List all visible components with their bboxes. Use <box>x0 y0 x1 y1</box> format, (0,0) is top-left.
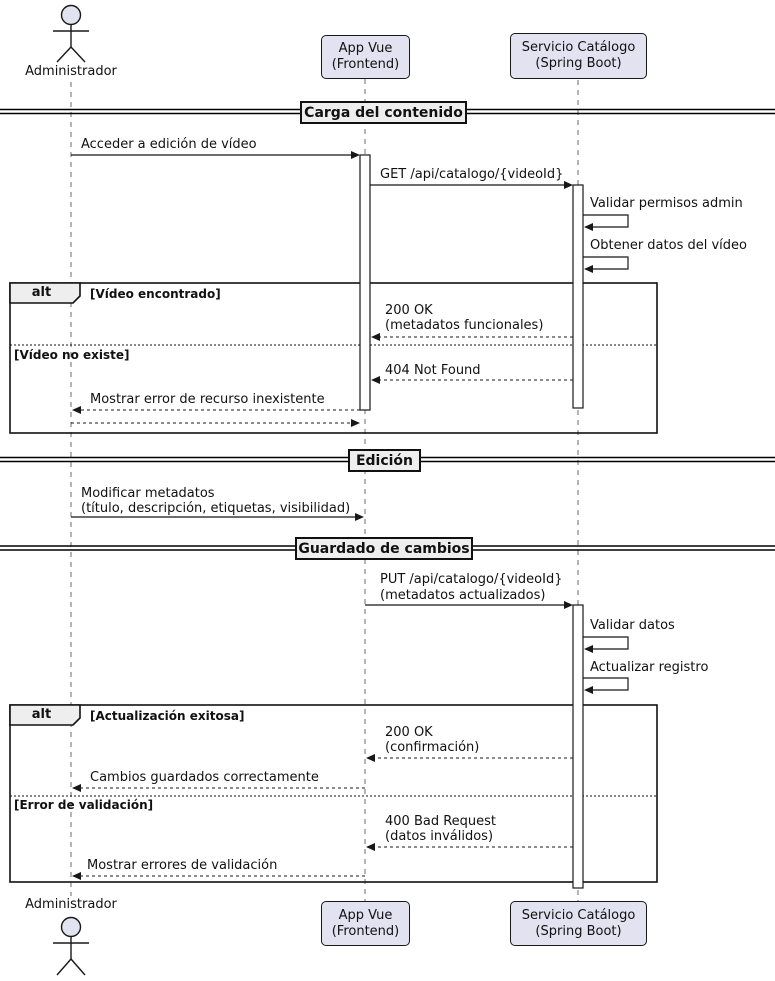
msg-200-ok-line1: 200 OK <box>385 303 433 318</box>
divider-save-changes: Guardado de cambios <box>295 537 473 560</box>
msg-put-catalogo-line1: PUT /api/catalogo/{videoId} <box>380 572 563 587</box>
participant-catalog-name: Servicio Catálogo <box>521 40 636 55</box>
msg-actualizar-registro: Actualizar registro <box>590 660 709 675</box>
arrow-acceder <box>71 151 360 159</box>
msg-validar-permisos: Validar permisos admin <box>590 196 743 211</box>
alt-operator-label-2: alt <box>31 707 52 722</box>
actor-label-admin-top: Administrador <box>25 64 117 79</box>
alt1-guard-video-not-exists: [Vídeo no existe] <box>14 348 130 362</box>
participant-catalog-name: Servicio Catálogo <box>521 907 636 923</box>
alt-frame-2 <box>10 705 657 882</box>
msg-modificar-metadatos-line1: Modificar metadatos <box>81 486 215 501</box>
arrow-mostrar-error-recurso <box>72 406 360 414</box>
msg-200-ok-line2: (metadatos funcionales) <box>385 318 544 333</box>
participant-frontend-bottom <box>321 901 410 946</box>
alt-operator-label-1: alt <box>31 285 52 300</box>
participant-frontend-name: App Vue <box>338 907 393 923</box>
self-arrow-validar-datos <box>583 637 628 653</box>
msg-mostrar-error-recurso: Mostrar error de recurso inexistente <box>90 392 325 407</box>
participant-frontend-top <box>321 35 410 79</box>
msg-obtener-datos: Obtener datos del vídeo <box>590 238 747 253</box>
participant-catalog-top <box>510 33 647 79</box>
participant-catalog-bottom <box>510 901 647 946</box>
alt1-guard-video-found: [Vídeo encontrado] <box>90 287 221 301</box>
participant-catalog-tech: (Spring Boot) <box>535 923 622 939</box>
actor-label-admin-bottom: Administrador <box>25 897 117 912</box>
msg-200-ok-conf-line1: 200 OK <box>385 725 433 740</box>
msg-cambios-guardados: Cambios guardados correctamente <box>90 770 319 785</box>
arrow-mostrar-errores-validacion <box>72 872 365 880</box>
alt2-guard-update-success: [Actualización exitosa] <box>90 709 245 723</box>
arrow-cambios-guardados <box>72 784 365 792</box>
actor-figure-admin-top <box>53 6 89 63</box>
msg-validar-datos: Validar datos <box>590 618 675 633</box>
arrow-return-to-frontend <box>71 419 360 427</box>
activation-catalog-2 <box>573 605 583 888</box>
msg-400-bad-request-line1: 400 Bad Request <box>385 814 497 829</box>
divider-edit: Edición <box>348 449 421 472</box>
self-arrow-obtener-datos <box>583 257 628 273</box>
alt2-guard-validation-error: [Error de validación] <box>14 798 154 812</box>
msg-mostrar-errores-validacion: Mostrar errores de validación <box>87 858 278 873</box>
participant-frontend-tech: (Frontend) <box>331 57 400 72</box>
msg-400-bad-request-line2: (datos inválidos) <box>385 829 494 844</box>
msg-get-catalogo: GET /api/catalogo/{videoId} <box>380 167 564 182</box>
arrow-200-ok-metadatos <box>371 333 573 341</box>
msg-put-catalogo-line2: (metadatos actualizados) <box>380 588 546 603</box>
activation-catalog-1 <box>573 185 583 408</box>
msg-modificar-metadatos-line2: (título, descripción, etiquetas, visibilidad) <box>81 501 351 516</box>
participant-catalog-tech: (Spring Boot) <box>535 56 622 71</box>
arrow-200-ok-confirmacion <box>366 754 573 762</box>
activation-frontend <box>360 155 370 410</box>
msg-acceder-edicion: Acceder a edición de vídeo <box>81 137 257 152</box>
divider-load-content: Carga del contenido <box>300 101 467 124</box>
arrow-400-bad-request <box>366 843 573 851</box>
self-arrow-actualizar-registro <box>583 678 628 694</box>
participant-frontend-tech: (Frontend) <box>331 923 400 939</box>
arrow-get-catalogo <box>370 181 573 189</box>
msg-404-not-found: 404 Not Found <box>385 363 481 378</box>
self-arrow-validar-permisos <box>583 215 628 231</box>
actor-figure-admin-bottom <box>53 918 89 976</box>
msg-200-ok-conf-line2: (confirmación) <box>385 740 480 755</box>
participant-frontend-name: App Vue <box>338 41 393 56</box>
